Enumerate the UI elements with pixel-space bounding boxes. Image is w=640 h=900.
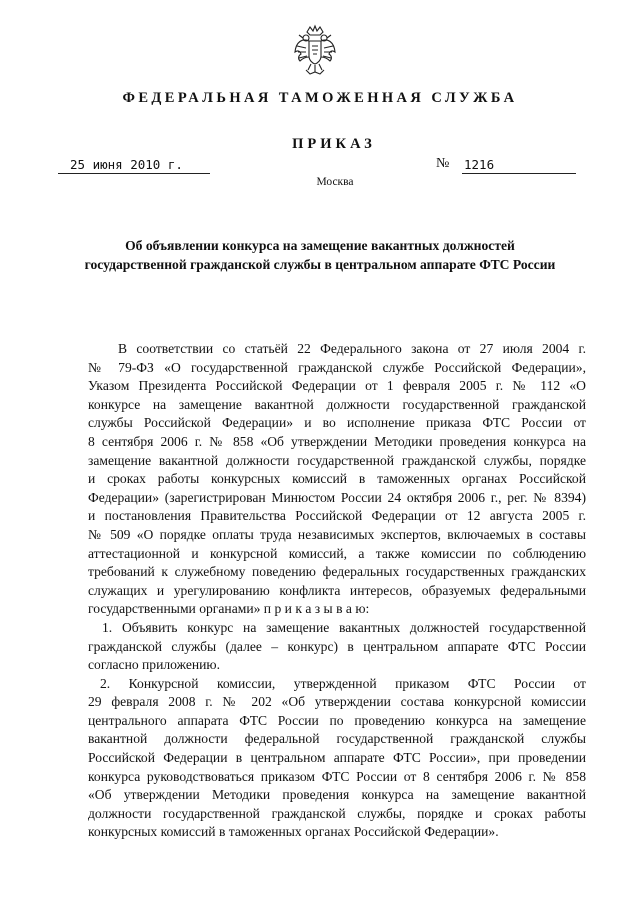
body-line: требований к служебному поведению федеральных государственных гражданских (88, 564, 586, 580)
body-line: 1. Объявить конкурс на замещение вакантных должностей государственной (102, 619, 586, 635)
city: Москва (316, 176, 354, 188)
order-heading (60, 236, 580, 274)
body-line: и постановления Правительства Российской Федерации от 12 августа 2005 г. (88, 508, 586, 524)
heading-line: Об объявлении конкурса на замещение вакантных должностей (125, 238, 515, 253)
body-line: № 509 «О порядке оплаты труда независимых экспертов, включаемых в составы (88, 526, 586, 542)
body-line: аттестационной и конкурсной комиссий, а также комиссии по соблюдению (88, 545, 586, 561)
body-line: должности государственной гражданской службы, порядке и сроках работы (88, 805, 586, 821)
body-line: Федерации» (зарегистрирован Минюстом России 24 октября 2006 г., рег. № 8394) (88, 489, 586, 505)
body-line: конкурсных комиссий в таможенных органах Российской Федерации». (88, 824, 499, 840)
body-line: 29 февраля 2008 г. № 202 «Об утверждении состава конкурсной комиссии (88, 694, 586, 710)
body-line: вакантной должности федеральной государственной гражданской службы (88, 731, 586, 747)
body-line: согласно приложению. (88, 657, 220, 673)
body-line: В соответствии со статьёй 22 Федерального закона от 27 июля 2004 г. (118, 341, 586, 356)
body-line: 8 сентября 2006 г. № 858 «Об утверждении Методики проведения конкурса на (88, 433, 586, 449)
body-line: и сроках работы конкурсных комиссий в таможенных органах Российской (88, 471, 586, 487)
eagle-emblem-icon (292, 22, 338, 78)
body-line: службы Российской Федерации» и во исполнение приказа ФТС России от (88, 415, 586, 431)
order-date: 25 июня 2010 г. (58, 157, 210, 174)
heading-line: государственной гражданской службы в центральном аппарате ФТС России (84, 257, 556, 272)
body-line: конкурса руководствоваться приказом ФТС России от 8 сентября 2006 г. № 858 (88, 768, 586, 784)
body-line: конкурсе на замещение вакантной должности государственной гражданской (88, 396, 586, 412)
body-line: гражданской службы (далее – конкурс) в центральном аппарате ФТС России (88, 638, 586, 654)
order-body (88, 340, 586, 842)
order-number-label: № (436, 156, 450, 171)
body-line: центрального аппарата ФТС России по проведению конкурса на замещение (88, 712, 586, 728)
body-line: служащих и урегулированию конфликта интересов, образуемых федеральными (88, 582, 586, 598)
body-line: № 79-ФЗ «О государственной гражданской службе Российской Федерации», (88, 359, 586, 375)
order-number: 1216 (462, 157, 576, 174)
body-line: «Об утверждении Методики проведения конкурса на замещение вакантной (88, 787, 586, 803)
body-line: Российской Федерации в центральном аппарате ФТС России», при проведении (88, 750, 586, 766)
body-line: Указом Президента Российской Федерации от 1 февраля 2005 г. № 112 «О (88, 378, 586, 394)
body-line: 2. Конкурсной комиссии, утвержденной приказом ФТС России от (100, 675, 586, 691)
body-line: государственными органами» п р и к а з ы в а ю: (88, 601, 370, 617)
agency-name: ФЕДЕРАЛЬНАЯ ТАМОЖЕННАЯ СЛУЖБА (122, 90, 518, 106)
body-line: замещение вакантной должности государственной гражданской службы, порядке (88, 452, 586, 468)
document-type: ПРИКАЗ (292, 136, 376, 152)
